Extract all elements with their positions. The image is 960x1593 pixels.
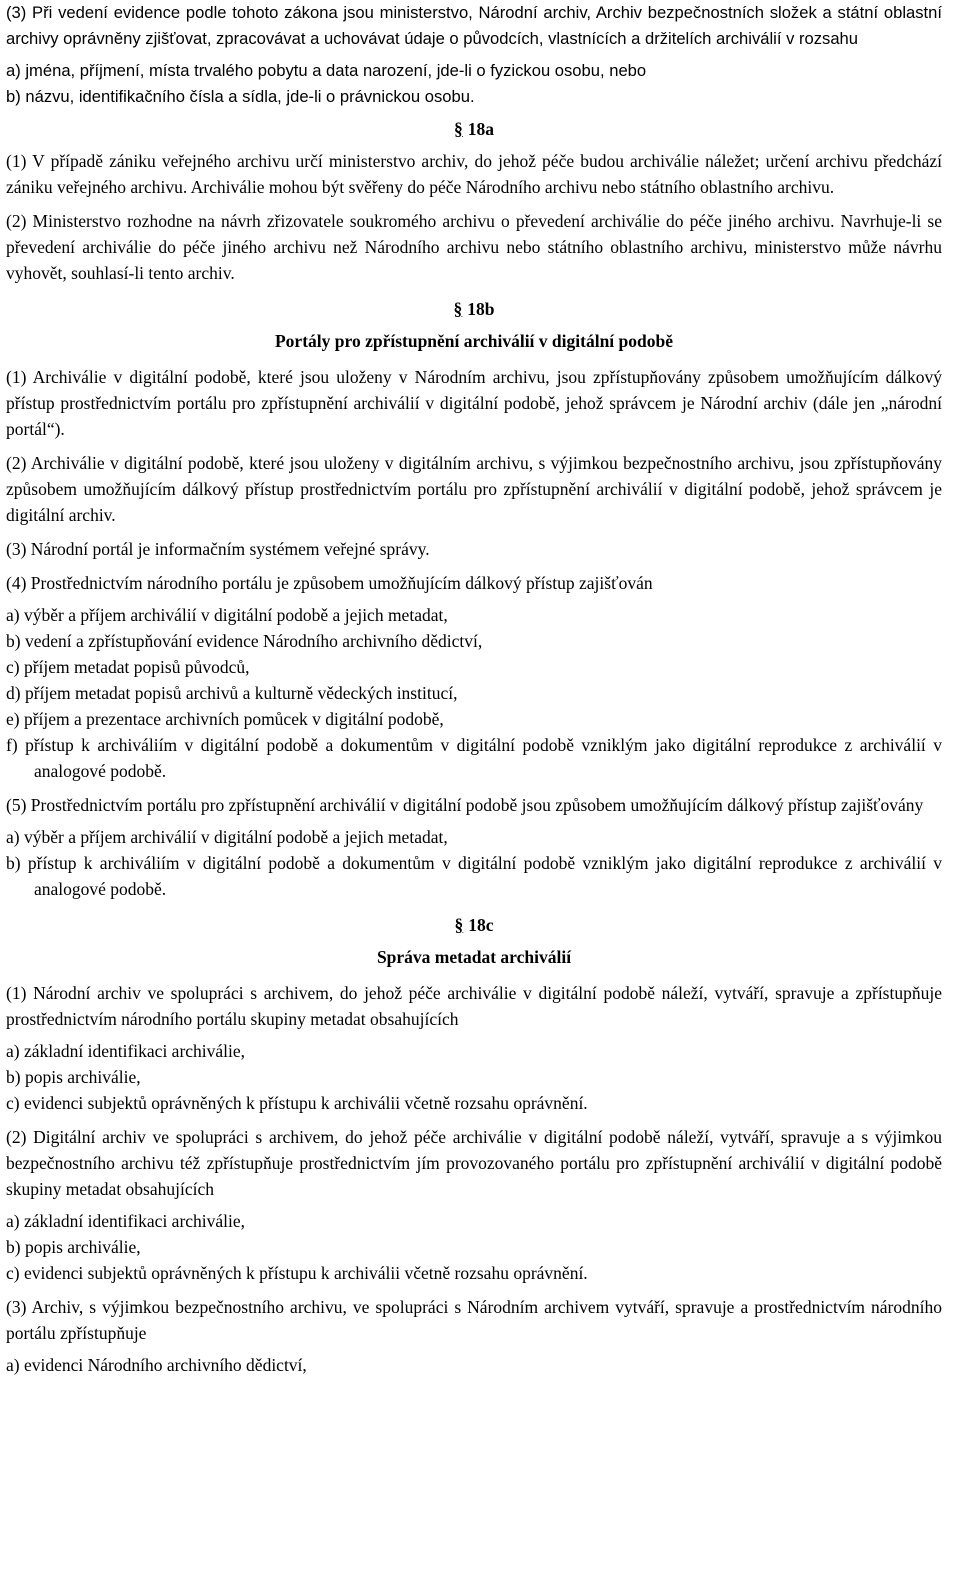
list-item: f) přístup k archiváliím v digitální podobě a dokumentům v digitální podobě vzniklým jako digitální reprodukce z archiválií v analogové podobě.	[6, 735, 942, 781]
list-item: a) výběr a příjem archiválií v digitální podobě a jejich metadat,	[6, 605, 448, 625]
section-symbol: §	[454, 119, 463, 139]
s18c-paragraph-3: (3) Archiv, s výjimkou bezpečnostního archivu, ve spolupráci s Národním archivem vytváří, spravuje a prostřednictvím národního portálu zpřístupňuje	[6, 1297, 942, 1343]
section-number: 18c	[468, 915, 494, 935]
s18c-paragraph-2: (2) Digitální archiv ve spolupráci s archivem, do jehož péče archiválie v digitální podobě náleží, vytváří, spravuje a s výjimkou bezpečnostního archivu též zpřístupňuje prostřednictvím jím provozovaného portálu pro zpřístupnění archiválií v digitální podobě skupiny metadat obsahujících	[6, 1127, 942, 1199]
list-item: c) evidenci subjektů oprávněných k přístupu k archiválii včetně rozsahu oprávnění.	[6, 1093, 588, 1113]
paragraph-3-evidence: (3) Při vedení evidence podle tohoto zákona jsou ministerstvo, Národní archiv, Archiv bezpečnostních složek a státní oblastní archivy oprávněny zjišťovat, zpracovávat a uchovávat údaje o původcích, vlastnících a držitelích archiválií v rozsahu	[6, 3, 942, 48]
s18b-paragraph-2: (2) Archiválie v digitální podobě, které jsou uloženy v digitálním archivu, s výjimkou bezpečnostního archivu, jsou zpřístupňovány způsobem umožňujícím dálkový přístup prostřednictvím portálu pro zpřístupnění archiválií v digitální podobě, jehož správcem je digitální archiv.	[6, 453, 942, 525]
section-symbol: §	[454, 915, 464, 935]
s18b-paragraph-3: (3) Národní portál je informačním systémem veřejné správy.	[6, 539, 430, 559]
s18b-paragraph-5: (5) Prostřednictvím portálu pro zpřístupnění archiválií v digitální podobě jsou způsobem umožňujícím dálkový přístup zajišťovány	[6, 795, 924, 815]
s18c-paragraph-1-list	[6, 1038, 942, 1116]
section-number: 18b	[467, 299, 495, 319]
section-symbol: §	[453, 299, 463, 319]
section-18b-title: Portály pro zpřístupnění archiválií v digitální podobě	[274, 331, 673, 351]
section-18c-heading	[6, 912, 942, 938]
list-item: c) evidenci subjektů oprávněných k přístupu k archiválii včetně rozsahu oprávnění.	[6, 1263, 588, 1283]
list-item: a) výběr a příjem archiválií v digitální podobě a jejich metadat,	[6, 827, 448, 847]
s18b-paragraph-5-list	[6, 824, 942, 902]
list-item: b) popis archiválie,	[6, 1237, 141, 1257]
list-item: e) příjem a prezentace archivních pomůcek v digitální podobě,	[6, 709, 444, 729]
list-item: c) příjem metadat popisů původců,	[6, 657, 250, 677]
s18a-paragraph-1: (1) V případě zániku veřejného archivu určí ministerstvo archiv, do jehož péče budou archiválie náležet; určení archivu předchází zániku veřejného archivu. Archiválie mohou být svěřeny do péče Národního archivu nebo státního oblastního archivu.	[6, 151, 942, 197]
list-item: a) základní identifikaci archiválie,	[6, 1211, 246, 1231]
list-item-b: b) názvu, identifikačního čísla a sídla, jde-li o právnickou osobu.	[6, 87, 475, 106]
document-page	[6, 0, 942, 1378]
s18c-paragraph-3-list	[6, 1352, 942, 1378]
s18b-paragraph-1: (1) Archiválie v digitální podobě, které jsou uloženy v Národním archivu, jsou zpřístupňovány způsobem umožňujícím dálkový přístup prostřednictvím portálu pro zpřístupnění archiválií v digitální podobě, jehož správcem je Národní archiv (dále jen „národní portál“).	[6, 367, 942, 439]
s18b-paragraph-4-list	[6, 602, 942, 784]
list-item: a) základní identifikaci archiválie,	[6, 1041, 246, 1061]
list-item: b) popis archiválie,	[6, 1067, 141, 1087]
list-item-a: a) jména, příjmení, místa trvalého pobytu a data narození, jde-li o fyzickou osobu, nebo	[6, 61, 647, 80]
s18a-paragraph-2: (2) Ministerstvo rozhodne na návrh zřizovatele soukromého archivu o převedení archiválie do péče jiného archivu. Navrhuje-li se převedení archiválie do péče jiného archivu než Národního archivu nebo státního oblastního archivu, ministerstvo může návrhu vyhovět, souhlasí-li tento archiv.	[6, 211, 942, 283]
section-number: 18a	[467, 119, 494, 139]
s18c-paragraph-1: (1) Národní archiv ve spolupráci s archivem, do jehož péče archiválie v digitální podobě náleží, vytváří, spravuje a zpřístupňuje prostřednictvím národního portálu skupiny metadat obsahujících	[6, 983, 942, 1029]
s18c-paragraph-2-list	[6, 1208, 942, 1286]
section-18c-title: Správa metadat archiválií	[376, 947, 572, 967]
section-18a-heading	[6, 116, 942, 142]
s18b-paragraph-4: (4) Prostřednictvím národního portálu je způsobem umožňujícím dálkový přístup zajišťován	[6, 573, 653, 593]
section-18b-heading	[6, 296, 942, 322]
list-item: a) evidenci Národního archivního dědictví,	[6, 1355, 307, 1375]
list-item: b) přístup k archiváliím v digitální podobě a dokumentům v digitální podobě vzniklým jako digitální reprodukce z archiválií v analogové podobě.	[6, 853, 942, 899]
list-item: d) příjem metadat popisů archivů a kulturně vědeckých institucí,	[6, 683, 458, 703]
list-item: b) vedení a zpřístupňování evidence Národního archivního dědictví,	[6, 631, 483, 651]
